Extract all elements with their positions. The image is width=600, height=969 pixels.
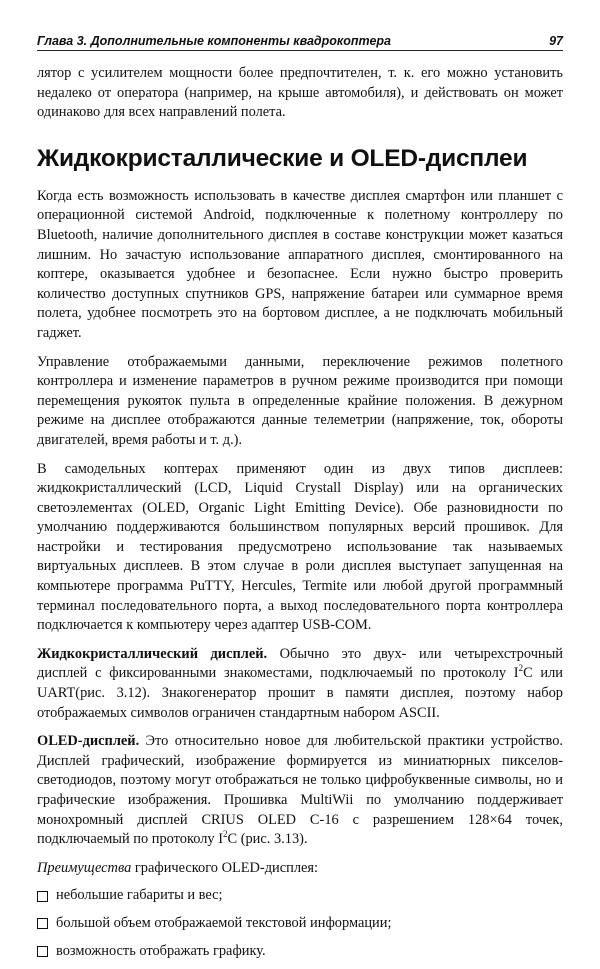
checkbox-bullet-icon xyxy=(37,918,48,929)
oled-lead: OLED-дисплей. xyxy=(37,733,140,750)
oled-text-2: C (рис. 3.13). xyxy=(227,831,308,848)
oled-text-1: Это относительно новое для любительской практики устройство. Дисплей графический, изображение формируется из миниатюрных пикселов-светодиодов, поэтому могут отображаться не только цифробуквенные символы, но и графические изображения. Прошивка MultiWii по умолчанию поддерживает монохромный дисплей CRIUS OLED C-16 с разрешением 128×64 точек, подключаемый по протоколу I xyxy=(37,733,563,848)
advantages-list xyxy=(37,886,563,961)
page-content xyxy=(37,64,563,969)
advantages-lead: Преимущества xyxy=(37,859,132,876)
list-item-text: небольшие габариты и вес; xyxy=(56,887,223,904)
running-header xyxy=(37,34,563,51)
paragraph-advantages-intro xyxy=(37,859,563,879)
lcd-lead: Жидкокристаллический дисплей. xyxy=(37,645,268,662)
lcd-text-1: Обычно это двух- или четырехстрочный дисплей с фиксированными знакоместами, подключаемый по протоколу I xyxy=(37,645,563,682)
page-number: 97 xyxy=(549,34,563,48)
oled-superscript: 2 xyxy=(223,829,228,840)
list-item xyxy=(37,942,563,962)
list-item xyxy=(37,914,563,934)
lcd-text-2: C или UART(рис. 3.12). Знакогенератор прошит в памяти дисплея, поэтому набор отображаемых символов ограничен стандартным набором ASCII. xyxy=(37,665,563,721)
list-item-text: большой объем отображаемой текстовой информации; xyxy=(56,914,392,931)
list-item xyxy=(37,886,563,906)
checkbox-bullet-icon xyxy=(37,891,48,902)
paragraph-display-types: В самодельных коптерах применяют один из двух типов дисплеев: жидкокристаллический (LCD, Liquid Crystall Display) или на органических светоэлементах (OLED, Organic Light Emitting Device). Обе разновидности по умолчанию поддерживаются большинством популярных версий прошивок. Для настройки и тестирования предусмотрено использование так называемых виртуальных дисплеев. В этом случае в роли дисплея выступает запущенная на компьютере программа PuTTY, Hercules, Termite или любой другой программный терминал последовательного порта, а выход последовательного порта контроллера подключается к компьютеру через адаптер USB-COM. xyxy=(37,460,563,634)
section-title: Жидкокристаллические и OLED-дисплеи xyxy=(37,144,528,172)
paragraph-lcd xyxy=(37,645,563,723)
paragraph-oled xyxy=(37,732,563,850)
intro-paragraph: лятор с усилителем мощности более предпочтителен, т. к. его можно установить недалеко от оператора (например, на крыше автомобиля), и действовать он может одинаково для всех направлений полета. xyxy=(37,65,563,121)
lcd-superscript: 2 xyxy=(518,663,524,674)
paragraph-display-control: Управление отображаемыми данными, переключение режимов полетного контроллера и изменение параметров в ручном режиме производится при помощи перемещения рукояток пульта в определенные крайние положения. В дежурном режиме на дисплее отображаются данные телеметрии (напряжение, ток, обороты двигателей, время работы и т. д.). xyxy=(37,353,563,448)
advantages-lead-rest: графического OLED-дисплея: xyxy=(131,859,319,876)
list-item-text: возможность отображать графику. xyxy=(56,942,266,959)
checkbox-bullet-icon xyxy=(37,946,48,957)
chapter-title: Глава 3. Дополнительные компоненты квадрокоптера xyxy=(37,34,391,48)
paragraph-smartphone-display: Когда есть возможность использовать в качестве дисплея смартфон или планшет с операционной системой Android, подключенные к полетному контроллеру по Bluetooth, наличие дополнительного дисплея в составе конструкции может казаться лишним. Но зачастую использование аппаратного дисплея, смонтированного на коптере, оказывается удобнее и безопаснее. Если нужно быстро проверить количество доступных спутников GPS, напряжение батареи или суммарное время полета, удобнее посмотреть это на бортовом дисплее, а не подключать мобильный гаджет. xyxy=(37,187,563,341)
